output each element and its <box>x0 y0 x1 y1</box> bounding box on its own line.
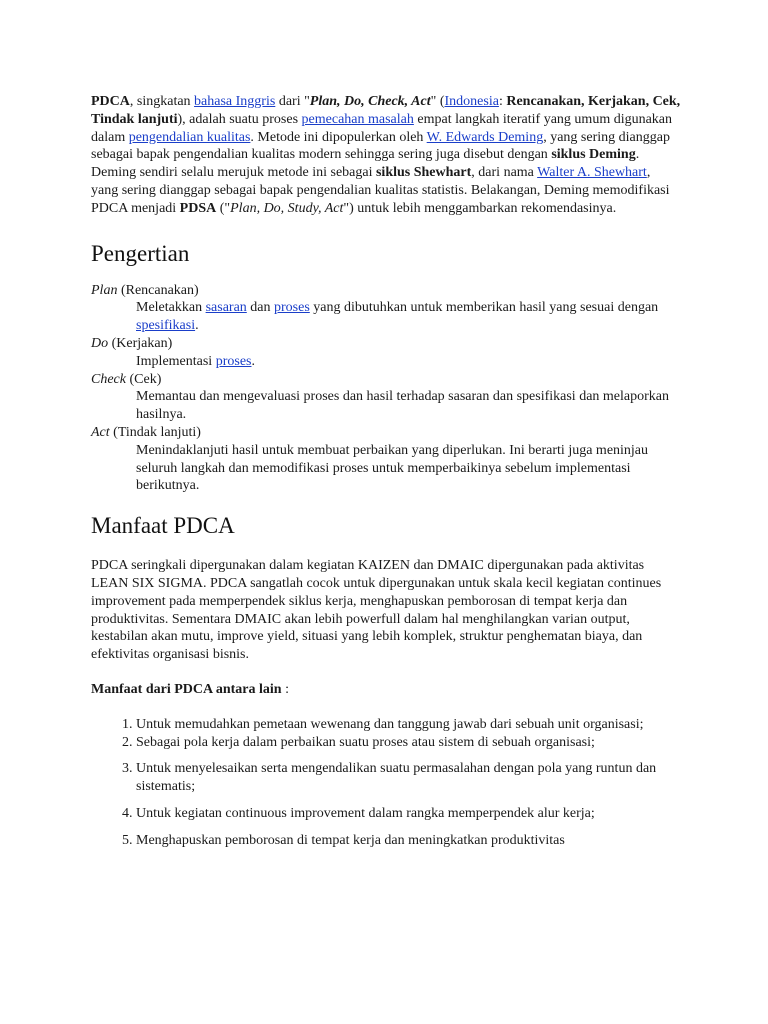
definition-term-act <box>91 424 681 442</box>
article-content <box>91 93 681 850</box>
subheading-bold: Manfaat dari PDCA antara lain <box>91 681 282 697</box>
link-sasaran[interactable]: sasaran <box>205 300 247 316</box>
term-siklus-deming: siklus Deming <box>551 147 636 163</box>
definition-term-do <box>91 335 681 353</box>
term-italic: Check <box>91 371 126 387</box>
intro-text: . Deming sendiri selalu merujuk metode ini sebagai <box>91 147 640 181</box>
definition-text: Implementasi <box>136 353 216 369</box>
intro-paragraph <box>91 93 681 218</box>
term-gloss: (Kerjakan) <box>108 335 173 351</box>
intro-text: , yang sering dianggap sebagai bapak pengendalian kualitas statistis. Belakangan, Deming memodifikasi PDCA menjadi <box>91 165 670 216</box>
intro-text: . Metode ini dipopulerkan oleh <box>250 129 427 145</box>
term-gloss: (Tindak lanjuti) <box>109 424 201 440</box>
intro-text: dari " <box>275 94 310 109</box>
term-rencanakan: Rencanakan, Kerjakan, Cek, Tindak lanjuti <box>91 94 681 127</box>
list-item: 4. Untuk kegiatan continuous improvement dalam rangka memperpendek alur kerja; <box>136 805 681 823</box>
definition-list <box>91 282 681 496</box>
term-gloss: (Cek) <box>125 371 162 387</box>
link-indonesia[interactable]: Indonesia <box>444 94 499 109</box>
subheading-colon: : <box>281 681 289 697</box>
intro-text: (" <box>216 200 231 216</box>
term-pdca: PDCA <box>91 94 130 109</box>
term-plan-do-check-act: Plan, Do, Check, Act <box>309 94 431 109</box>
intro-text: : <box>498 94 507 109</box>
list-item: 5. Menghapuskan pemborosan di tempat kerja dan meningkatkan produktivitas <box>136 832 681 850</box>
definition-text: yang dibutuhkan untuk memberikan hasil yang sesuai dengan <box>309 300 659 316</box>
list-item: 3. Untuk menyelesaikan serta mengendalikan suatu permasalahan dengan pola yang runtun dan sistematis; <box>136 760 681 796</box>
term-siklus-shewhart: siklus Shewhart <box>375 165 472 181</box>
list-item: 1. Untuk memudahkan pemetaan wewenang dan tanggung jawab dari sebuah unit organisasi; <box>136 716 681 734</box>
link-walter-shewhart[interactable]: Walter A. Shewhart <box>537 165 647 181</box>
list-item: 2. Sebagai pola kerja dalam perbaikan suatu proses atau sistem di sebuah organisasi; <box>136 734 681 752</box>
section-heading-manfaat: Manfaat PDCA <box>91 513 235 539</box>
term-italic: Act <box>91 424 110 440</box>
intro-text: , dari nama <box>471 165 538 181</box>
definition-text: dan <box>246 300 275 316</box>
intro-text: empat langkah iteratif yang umum digunakan dalam <box>91 111 673 145</box>
term-gloss: (Rencanakan) <box>117 282 199 298</box>
link-w-edwards-deming[interactable]: W. Edwards Deming <box>426 129 544 145</box>
definition-act: Menindaklanjuti hasil untuk membuat perbaikan yang diperlukan. Ini berarti juga meninjau seluruh langkah dan memodifikasi proses untuk memperbaikinya sebelum implementasi berikutnya. <box>136 442 649 494</box>
link-proses-do[interactable]: proses <box>215 353 252 369</box>
definition-do <box>136 353 681 371</box>
manfaat-subheading <box>91 681 681 699</box>
term-plan-do-study-act: Plan, Do, Study, Act <box>230 200 344 216</box>
section-heading-pengertian: Pengertian <box>91 240 190 266</box>
definition-term-check <box>91 371 681 389</box>
intro-text: " ( <box>430 94 445 109</box>
definition-text: Meletakkan <box>136 300 206 316</box>
manfaat-paragraph: PDCA seringkali dipergunakan dalam kegiatan KAIZEN dan DMAIC dipergunakan pada aktivitas LEAN SIX SIGMA. PDCA sangatlah cocok untuk dipergunakan untuk skala kecil kegiatan continues improvement pada memperpendek siklus kerja, menghapuskan pemborosan di tempat kerja dan produktivitas. Sementara DMAIC akan lebih powerfull dalam hal menghilangkan varian output, kestabilan akan mutu, improve yield, situasi yang lebih komplek, struktur penghematan biaya, dan efektivitas organisasi bisnis. <box>91 558 662 663</box>
intro-text: ), adalah suatu proses <box>177 111 302 127</box>
link-pengendalian-kualitas[interactable]: pengendalian kualitas <box>128 129 251 145</box>
definition-term-plan <box>91 282 681 300</box>
term-italic: Do <box>91 335 109 351</box>
intro-text: , singkatan <box>129 94 195 109</box>
definition-text: . <box>195 318 199 334</box>
term-pdsa: PDSA <box>179 200 217 216</box>
term-italic: Plan <box>91 282 118 298</box>
intro-text: , yang sering dianggap sebagai bapak pengendalian kualitas modern sehingga sering juga disebut dengan <box>91 129 670 163</box>
link-bahasa-inggris[interactable]: bahasa Inggris <box>194 94 276 109</box>
intro-text: ") untuk lebih menggambarkan rekomendasinya. <box>343 200 617 216</box>
link-proses[interactable]: proses <box>274 300 310 316</box>
link-pemecahan-masalah[interactable]: pemecahan masalah <box>301 111 414 127</box>
manfaat-list <box>91 716 681 850</box>
definition-plan <box>136 299 681 335</box>
definition-check: Memantau dan mengevaluasi proses dan hasil terhadap sasaran dan spesifikasi dan melaporkan hasilnya. <box>136 389 669 423</box>
definition-text: . <box>251 353 255 369</box>
link-spesifikasi[interactable]: spesifikasi <box>136 318 196 334</box>
